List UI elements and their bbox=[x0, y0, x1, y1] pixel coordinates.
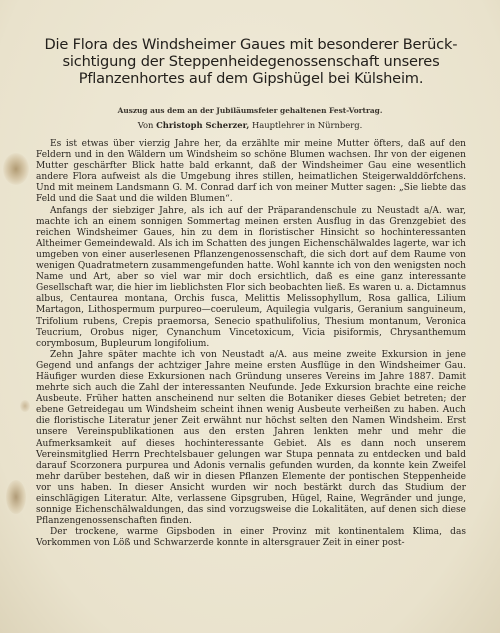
author-suffix: Hauptlehrer in Nürnberg. bbox=[251, 120, 363, 130]
paper-stain bbox=[3, 153, 29, 185]
author-line bbox=[40, 120, 460, 130]
paragraph: Es ist etwas über vierzig Jahre her, da erzählte mir meine Mutter öfters, daß auf den Feldern und in den Wäldern um Windsheim so schöne Blumen wachsen. Ihr von der eigenen Mutter geschärfter Blick hatte bald erkannt, daß der Windsheimer Gau eine wesentlich andere Flora aufweist als die Umgebung ihres stillen, heimatlichen Steigerwalddörfchens. Und mit meinem Landsmann G. M. Conrad darf ich von meiner Mutter sagen: „Sie liebte das Feld und die Saat und die wilden Blumen“. bbox=[36, 139, 466, 205]
paragraph: Zehn Jahre später machte ich von Neustadt a/A. aus meine zweite Exkursion in jene Gegend und anfangs der achtziger Jahre meine ersten Ausflüge in den Windsheimer Gau. Häufiger wurden diese Exkursionen nach Gründung unseres Vereins im Jahre 1887. Damit mehrte sich auch die Zahl der interessanten Neufunde. Jede Exkursion brachte eine reiche Ausbeute. Früher hatten anscheinend nur selten die Botaniker dieses Gebiet betreten; der ebene Getreidegau um Windsheim scheint ihnen wenig Ausbeute verheißen zu haben. Auch die floristische Literatur jener Zeit erwähnt nur höchst selten den Namen Windsheim. Erst unsere Vereinspublikationen aus den ersten Jahren lenkten mehr und mehr die Aufmerksamkeit auf dieses hochinteressante Gebiet. Als es dann noch unserem Vereinsmitglied Herrn Prechtelsbauer gelungen war Stupa pennata zu entdecken und bald darauf Scorzonera purpurea und Adonis vernalis gefunden wurden, da konnte kein Zweifel mehr darüber bestehen, daß wir in diesen Pflanzen Elemente der pontischen Steppenheide vor uns haben. In dieser Ansicht wurden wir noch bestärkt durch das Studium der einschlägigen Literatur. Alte, verlassene Gipsgruben, Hügel, Raine, Wegränder und junge, sonnige Eichenschälwaldungen, das sind vorzugsweise die Lokalitäten, auf denen sich diese Pflanzengenossenschaften finden. bbox=[36, 349, 466, 527]
article-title: Die Flora des Windsheimer Gaues mit besonderer Berücksichtigung der Steppenheidegenossenschaft unseres Pflanzenhortes auf dem Gipshügel bei Külsheim. bbox=[44, 36, 458, 87]
author-name: Christoph Scherzer, bbox=[156, 120, 250, 130]
paragraph: Der trockene, warme Gipsboden in einer Provinz mit kontinentalem Klima, das Vorkommen von Löß und Schwarzerde konnte in altersgrauer Zeit in einer post- bbox=[36, 527, 466, 549]
author-prefix: Von bbox=[137, 120, 154, 130]
paragraph: Anfangs der siebziger Jahre, als ich auf der Präparandenschule zu Neustadt a/A. war, machte ich an einem sonnigen Sommertag meinen ersten Ausflug in das Grenzgebiet des reichen Windsheimer Gaues, hin zu dem in floristischer Hinsicht so hochinteressanten Altheimer Gemeindewald. Als ich im Schatten des jungen Eichenschälwaldes lagerte, war ich umgeben von einer auserlesenen Pflanzengenossenschaft, die sich dort auf dem Raume von wenigen Quadratmetern zusammengefunden hatte. Wohl kannte ich von den wenigsten noch Name und Art, aber so viel war mir doch ersichtlich, daß es eine ganz interessante Gesellschaft war, die hier im lieblichsten Flor sich beobachten ließ. Es waren u. a. Dictamnus albus, Centaurea montana, Orchis fusca, Melittis Melissophyllum, Rosa gallica, Lilium Martagon, Lithospermum purpureo—coeruleum, Aquilegia vulgaris, Geranium sanguineum, Trifolium rubens, Crepis praemorsa, Senecio spathulifolius, Thesium montanum, Veronica Teucrium, Orobus niger, Cynanchum Vincetoxicum, Vicia pisiformis, Chrysanthemum corymbosum, Bupleurum longifolium. bbox=[36, 205, 466, 349]
paper-stain bbox=[20, 400, 30, 412]
paper-stain bbox=[6, 480, 26, 514]
article-subtitle: Auszug aus dem an der Jubiläumsfeier gehaltenen Fest-Vortrag. bbox=[117, 106, 383, 115]
article-body bbox=[36, 139, 466, 549]
